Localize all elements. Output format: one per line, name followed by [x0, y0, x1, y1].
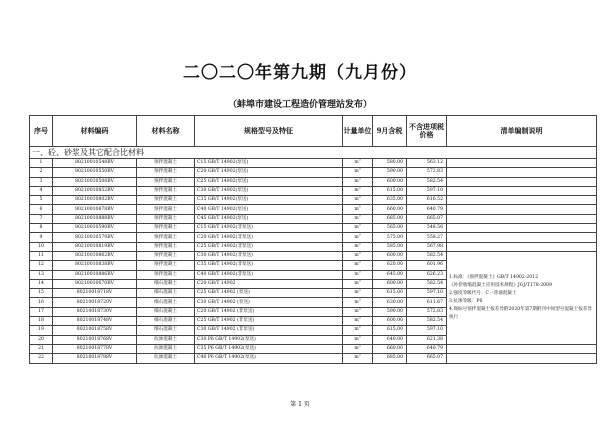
note-line: 3.抗渗等级：P6 [449, 298, 483, 304]
unit-base: m [354, 160, 359, 166]
row-code: 80210010888BV [53, 214, 137, 223]
header-tax-price: 9月含税 [373, 116, 407, 147]
row-tax-price: 615.00 [373, 326, 407, 335]
row-code: 80210010802BV [53, 196, 137, 205]
unit-base: m [354, 197, 359, 203]
row-name: 预拌混凝土 [137, 205, 195, 214]
table-header-row [30, 116, 597, 147]
row-name: 预拌混凝土 [137, 186, 195, 195]
unit-exponent: 3 [358, 297, 361, 302]
row-no: 12 [30, 261, 53, 270]
row-spec: C35 GB/T 14902(非泵送) [195, 261, 343, 270]
row-unit [343, 205, 373, 214]
unit-base: m [354, 299, 359, 305]
row-notes-empty [447, 168, 597, 177]
row-name: 预拌混凝土 [137, 214, 195, 223]
unit-base: m [354, 308, 359, 314]
row-notax-price: 548.56 [407, 224, 447, 233]
note-line: 4.商标号预拌混凝土按差异附2020年第7期附刊中同型号混凝土按差异执行 [449, 306, 593, 320]
row-code: 80210010590BV [53, 224, 137, 233]
row-no: 6 [30, 205, 53, 214]
row-notes-empty [447, 354, 597, 363]
row-name: 预拌混凝土 [137, 233, 195, 242]
unit-base: m [354, 327, 359, 333]
row-notax-price: 597.10 [407, 186, 447, 195]
row-unit [343, 326, 373, 335]
row-notax-price: 597.10 [407, 289, 447, 298]
row-notes-empty [447, 242, 597, 251]
row-spec: C15 GB/T 14902(泵送) [195, 159, 343, 168]
row-unit [343, 317, 373, 326]
row-notax-price: 572.83 [407, 307, 447, 316]
unit-exponent: 3 [358, 353, 361, 357]
table-row [30, 214, 597, 223]
row-notax-price: 601.96 [407, 261, 447, 270]
row-code: 80210018788V [53, 354, 137, 363]
unit-exponent: 3 [358, 177, 361, 181]
row-unit [343, 307, 373, 316]
unit-exponent: 3 [358, 270, 361, 274]
row-unit [343, 159, 373, 168]
row-code: 80210010548BV [53, 159, 137, 168]
row-no: 4 [30, 186, 53, 195]
page-footer: 第 1 页 [290, 401, 310, 408]
unit-base: m [354, 225, 359, 231]
table-row [30, 233, 597, 242]
row-notax-price: 582.54 [407, 177, 447, 186]
row-unit [343, 261, 373, 270]
header-notax-price: 不含进项税价格 [407, 116, 447, 147]
table-row [30, 354, 597, 363]
row-tax-price: 600.00 [373, 177, 407, 186]
row-tax-price: 660.00 [373, 344, 407, 353]
row-spec: C40 GB/T 14902(泵送) [195, 205, 343, 214]
row-name: 细石混凝土 [137, 298, 195, 307]
unit-exponent: 3 [358, 167, 361, 171]
row-no: 2 [30, 168, 53, 177]
row-unit [343, 354, 373, 363]
unit-base: m [354, 336, 359, 342]
row-code: 80210010508BV [53, 177, 137, 186]
unit-base: m [354, 243, 359, 249]
row-name: 抗渗混凝土 [137, 344, 195, 353]
row-notes-empty [447, 186, 597, 195]
table-row [30, 196, 597, 205]
row-tax-price: 575.00 [373, 233, 407, 242]
row-notes-empty [447, 159, 597, 168]
row-name: 预拌混凝土 [137, 168, 195, 177]
row-code: 80210018730V [53, 307, 137, 316]
row-code: 80210018768V [53, 335, 137, 344]
unit-exponent: 3 [358, 204, 361, 209]
row-notax-price: 640.79 [407, 205, 447, 214]
unit-base: m [354, 234, 359, 240]
note-line: 2.强度等级代号：C一普通混凝土 [449, 290, 517, 296]
row-unit [343, 335, 373, 344]
row-tax-price: 615.00 [373, 289, 407, 298]
row-no: 10 [30, 242, 53, 251]
row-tax-price: 585.00 [373, 242, 407, 251]
row-name: 细石混凝土 [137, 326, 195, 335]
table-row [30, 205, 597, 214]
row-unit [343, 177, 373, 186]
row-unit [343, 251, 373, 260]
unit-base: m [354, 188, 359, 194]
page-title: 二〇二〇年第九期（九月份） [183, 63, 417, 83]
row-tax-price: 645.00 [373, 270, 407, 279]
row-notes-empty [447, 344, 597, 353]
row-tax-price: 635.00 [373, 196, 407, 205]
row-spec: C45 GB/T 14902(泵送) [195, 214, 343, 223]
row-notes-empty [447, 196, 597, 205]
row-no: 15 [30, 289, 53, 298]
row-spec: C30 P6 GB/T 14902(泵送) [195, 335, 343, 344]
row-no: 1 [30, 159, 53, 168]
header-name: 材料名称 [137, 116, 195, 147]
unit-base: m [354, 215, 359, 221]
row-notax-price: 611.67 [407, 298, 447, 307]
row-tax-price: 565.00 [373, 224, 407, 233]
table-row [30, 224, 597, 233]
unit-exponent: 3 [358, 232, 361, 236]
row-notax-price: 563.12 [407, 159, 447, 168]
row-notax-price: 665.07 [407, 354, 447, 363]
unit-exponent: 3 [358, 288, 361, 292]
row-spec: C20 GB/T 14902(非泵送) [195, 233, 343, 242]
row-name: 细石混凝土 [137, 307, 195, 316]
row-code: 80210018758V [53, 326, 137, 335]
row-tax-price: 685.00 [373, 354, 407, 363]
row-notax-price: 567.98 [407, 242, 447, 251]
row-notes-empty [447, 205, 597, 214]
row-spec: C30 GB/T 14902(泵送) [195, 186, 343, 195]
row-tax-price: 630.00 [373, 298, 407, 307]
row-tax-price: 600.00 [373, 317, 407, 326]
row-code: 80210010886BV [53, 270, 137, 279]
row-no: 5 [30, 196, 53, 205]
header-spec: 规格型号及特征 [195, 116, 343, 147]
row-code: 80210010862BV [53, 251, 137, 260]
row-spec: C25 GB/T 14902(非泵送) [195, 242, 343, 251]
row-name: 预拌混凝土 [137, 261, 195, 270]
unit-exponent: 3 [358, 195, 361, 199]
table-row [30, 159, 597, 168]
unit-base: m [354, 346, 359, 352]
row-unit [343, 224, 373, 233]
row-no: 20 [30, 335, 53, 344]
unit-base: m [354, 318, 359, 324]
note-line: 1.标准：《预拌混凝土》GB/T 14902-2012 [449, 274, 538, 280]
row-notax-price: 616.52 [407, 196, 447, 205]
row-tax-price: 640.00 [373, 335, 407, 344]
unit-base: m [354, 271, 359, 277]
row-name: 预拌混凝土 [137, 196, 195, 205]
header-code: 材料编码 [53, 116, 137, 147]
row-unit [343, 344, 373, 353]
row-unit [343, 279, 373, 288]
row-code: 80210010579BV [53, 233, 137, 242]
row-code: 80210018778V [53, 344, 137, 353]
row-notax-price: 582.54 [407, 317, 447, 326]
row-tax-price: 615.00 [373, 186, 407, 195]
row-code: 80210010550BV [53, 168, 137, 177]
row-notax-price: 621.38 [407, 335, 447, 344]
row-spec: C25 GB/T 14902 (非泵送) [195, 317, 343, 326]
row-notes-empty [447, 214, 597, 223]
row-notes-empty [447, 177, 597, 186]
row-spec: C35 P6 GB/T 14902(泵送) [195, 344, 343, 353]
row-spec: C30 GB/T 14902(非泵送) [195, 251, 343, 260]
table-row [30, 177, 597, 186]
row-unit [343, 168, 373, 177]
row-notax-price: 665.07 [407, 214, 447, 223]
row-name: 抗渗混凝土 [137, 335, 195, 344]
row-tax-price: 600.00 [373, 279, 407, 288]
row-code: 80210010670BV [53, 279, 137, 288]
row-unit [343, 289, 373, 298]
unit-exponent: 3 [358, 316, 361, 320]
row-code: 80210010852BV [53, 186, 137, 195]
row-notax-price: 558.27 [407, 233, 447, 242]
row-spec: C25 GB/T 14902(泵送) [195, 177, 343, 186]
row-unit [343, 298, 373, 307]
unit-exponent: 3 [358, 325, 361, 329]
section-row [30, 147, 597, 159]
row-unit [343, 242, 373, 251]
row-notax-price: 597.10 [407, 326, 447, 335]
row-name: 抗渗混凝土 [137, 354, 195, 363]
row-unit [343, 233, 373, 242]
row-no: 8 [30, 224, 53, 233]
row-code: 80210018720V [53, 298, 137, 307]
table-row [30, 251, 597, 260]
row-code: 80210018718V [53, 289, 137, 298]
row-no: 17 [30, 307, 53, 316]
row-notes-empty [447, 233, 597, 242]
table-row [30, 242, 597, 251]
unit-base: m [354, 262, 359, 268]
table-row [30, 168, 597, 177]
row-name: 细石混凝土 [137, 279, 195, 288]
row-tax-price: 590.00 [373, 168, 407, 177]
row-name: 细石混凝土 [137, 317, 195, 326]
unit-base: m [354, 281, 359, 286]
row-name: 预拌混凝土 [137, 242, 195, 251]
unit-base: m [354, 290, 359, 296]
note-line: 《补偿收缩混凝土应用技术规程》JGJ/T178-2009 [449, 282, 552, 288]
header-unit: 计量单位 [343, 116, 373, 147]
row-no: 18 [30, 317, 53, 326]
row-notax-price: 640.79 [407, 344, 447, 353]
row-code: 80210018748V [53, 317, 137, 326]
row-code: 80210010878BV [53, 205, 137, 214]
row-spec: C20 GB/T 14902 [195, 279, 343, 288]
unit-exponent: 3 [358, 214, 361, 218]
page-subtitle: （蚌埠市建设工程造价管理站发布） [227, 100, 372, 110]
unit-exponent: 3 [358, 307, 361, 311]
row-spec: C35 GB/T 14902(泵送) [195, 196, 343, 205]
unit-exponent: 3 [358, 251, 361, 255]
row-spec: C15 GB/T 14902(非泵送) [195, 224, 343, 233]
row-tax-price: 600.00 [373, 251, 407, 260]
row-name: 预拌混凝土 [137, 270, 195, 279]
row-no: 19 [30, 326, 53, 335]
row-spec: C40 GB/T 14902(非泵送) [195, 270, 343, 279]
unit-exponent: 3 [358, 158, 361, 162]
row-tax-price: 620.00 [373, 261, 407, 270]
row-notax-price: 572.83 [407, 168, 447, 177]
notes-cell [447, 251, 597, 344]
row-no: 22 [30, 354, 53, 363]
row-notes-empty [447, 224, 597, 233]
row-unit [343, 270, 373, 279]
row-notax-price: 582.54 [407, 251, 447, 260]
row-name: 预拌混凝土 [137, 159, 195, 168]
unit-base: m [354, 169, 359, 175]
unit-exponent: 3 [358, 335, 361, 339]
row-spec: C30 GB/T 14902 (泵送) [195, 298, 343, 307]
row-unit [343, 196, 373, 205]
unit-exponent: 3 [358, 260, 361, 264]
row-no: 14 [30, 279, 53, 288]
row-spec: C40 P6 GB/T 14902(泵送) [195, 354, 343, 363]
row-no: 7 [30, 214, 53, 223]
row-spec: C20 GB/T 14902 (非泵送) [195, 307, 343, 316]
row-no: 13 [30, 270, 53, 279]
row-spec: C30 GB/T 14902 (非泵送) [195, 326, 343, 335]
row-spec: C25 GB/T 14902 (泵送) [195, 289, 343, 298]
unit-base: m [354, 206, 359, 212]
row-tax-price: 580.00 [373, 159, 407, 168]
row-notax-price: 582.54 [407, 279, 447, 288]
row-code: 80210010838BV [53, 261, 137, 270]
row-no: 16 [30, 298, 53, 307]
table-row [30, 344, 597, 353]
header-notes: 清单编制说明 [447, 116, 597, 147]
row-unit [343, 214, 373, 223]
unit-exponent: 3 [358, 223, 361, 227]
row-unit [343, 186, 373, 195]
row-no: 11 [30, 251, 53, 260]
row-spec: C20 GB/T 14902(泵送) [195, 168, 343, 177]
unit-exponent: 3 [358, 186, 361, 190]
row-tax-price: 590.00 [373, 307, 407, 316]
row-no: 3 [30, 177, 53, 186]
price-table [29, 115, 597, 364]
row-tax-price: 685.00 [373, 214, 407, 223]
row-tax-price: 660.00 [373, 205, 407, 214]
row-name: 预拌混凝土 [137, 177, 195, 186]
row-name: 细石混凝土 [137, 289, 195, 298]
table-row [30, 186, 597, 195]
row-no: 21 [30, 344, 53, 353]
unit-base: m [354, 253, 359, 259]
row-name: 预拌混凝土 [137, 224, 195, 233]
row-code: 80210010819BV [53, 242, 137, 251]
unit-base: m [354, 178, 359, 184]
unit-exponent: 3 [358, 279, 361, 283]
unit-exponent: 3 [358, 344, 361, 348]
row-no: 9 [30, 233, 53, 242]
unit-base: m [354, 355, 359, 361]
section-title: 一、砼、砂浆及其它配合比材料 [30, 147, 597, 159]
row-name: 预拌混凝土 [137, 251, 195, 260]
unit-exponent: 3 [358, 242, 361, 246]
row-notax-price: 626.23 [407, 270, 447, 279]
header-no: 序号 [30, 116, 53, 147]
